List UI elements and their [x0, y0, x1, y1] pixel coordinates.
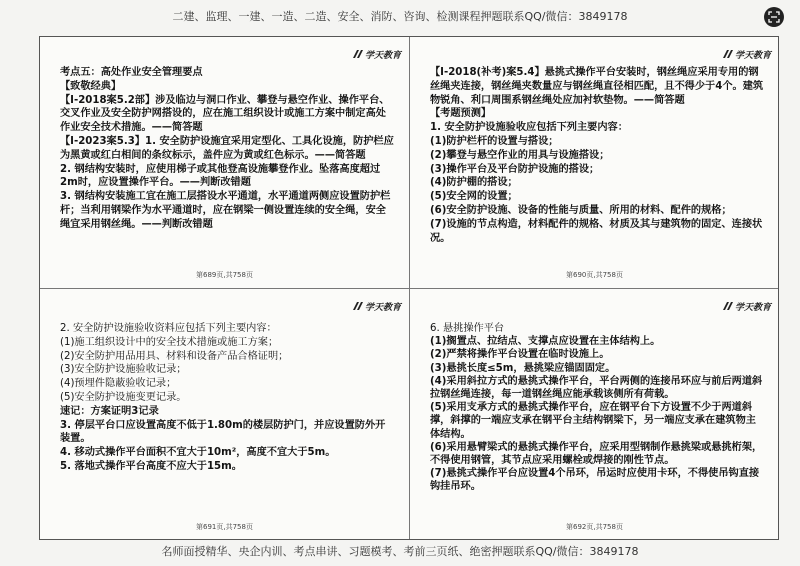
list-heading: 2. 安全防护设施验收资料应包括下列主要内容： [60, 323, 277, 334]
list-item: (5)安全网的设置； [430, 191, 518, 203]
page-panel-689 [40, 37, 409, 288]
page-number: 第692页,共758页 [566, 523, 623, 531]
list-heading: 1. 安全防护设施验收应包括下列主要内容： [430, 122, 628, 134]
subheading: 【考题预测】 [430, 108, 492, 120]
list-item: (6)安全防护设施、设备的性能与质量、所用的材料、配件的规格； [430, 204, 732, 216]
paragraph: 4. 移动式操作平台面积不宜大于10m²，高度不宜大于5m。 [60, 447, 336, 459]
page-number: 第691页,共758页 [196, 523, 253, 531]
paragraph: 3. 停层平台口应设置高度不低于1.80m的楼层防护门，并应设置防外开装置。 [60, 419, 386, 445]
list-item: (1)防护栏杆的设置与搭设； [430, 135, 559, 147]
list-item: (5)安全防护设施变更记录。 [60, 391, 187, 403]
list-item: (1)施工组织设计中的安全技术措施或施工方案； [60, 336, 279, 348]
section-heading: 6. 悬挑操作平台 [430, 323, 505, 334]
list-item: (2)严禁将操作平台设置在临时设施上。 [430, 349, 610, 361]
page-number: 第690页,共758页 [566, 271, 623, 279]
paragraph: 【Ⅰ-2023案5.3】1. 安全防护设施宜采用定型化、工具化设施，防护栏应为黑黄或红白相间的条纹标示，盖件应为黄或红色标示。——简答题 [60, 135, 394, 161]
list-item: (4)防护棚的搭设； [430, 177, 518, 189]
bottom-banner [0, 540, 800, 564]
brand-logo: 学天教育 [723, 300, 771, 313]
list-item: (7)设施的节点构造，材料配件的规格、材质及其与建筑物的固定、连接状况。 [430, 218, 763, 244]
page-number: 第689页,共758页 [196, 271, 253, 279]
memo-line: 速记：方案证明3记录 [60, 405, 159, 417]
bottom-banner-text: 名师面授精华、央企内训、考点串讲、习题模考、考前三页纸、绝密押题联系QQ/微信：3849178 [161, 545, 639, 558]
list-item: (2)攀登与悬空作业的用具与设施搭设； [430, 149, 610, 161]
top-banner-text: 二建、监理、一建、一造、二造、安全、消防、咨询、检测课程押题联系QQ/微信：3849178 [172, 10, 628, 23]
list-item: (1)搁置点、拉结点、支撑点应设置在主体结构上。 [430, 336, 661, 348]
brand-logo: 学天教育 [353, 48, 401, 61]
list-item: (3)操作平台及平台防护设施的搭设； [430, 163, 600, 175]
list-item: (3)悬挑长度≤5m，悬挑梁应锚固固定。 [430, 362, 616, 374]
paragraph: 3. 钢结构安装施工宜在施工层搭设水平通道，水平通道两侧应设置防护栏杆；当利用钢梁作为水平通道时，应在钢梁一侧设置连续的安全绳，安全绳宜采用钢丝绳。——判断改错题 [60, 191, 391, 230]
section-heading: 考点五：高处作业安全管理要点 [60, 67, 203, 78]
list-item: (5)采用支承方式的悬挑式操作平台，应在钢平台下方设置不少于两道斜撑，斜撑的一端应支承在钢平台主结构钢梁下，另一端应支承在建筑物主体结构。 [430, 402, 756, 440]
brand-logo-icon [723, 302, 733, 311]
page-panel-692 [410, 289, 779, 540]
brand-logo-icon [353, 302, 363, 311]
paragraph: 【Ⅰ-2018案5.2部】涉及临边与洞口作业、攀登与悬空作业、操作平台、交叉作业及安全防护网搭设的，应在施工组织设计或施工方案中制定高处作业安全技术措施。——简答题 [60, 94, 390, 134]
list-item: (3)安全防护设施验收记录； [60, 364, 187, 376]
brand-logo: 学天教育 [353, 300, 401, 313]
list-item: (7)悬挑式操作平台应设置4个吊环，吊运时应使用卡环，不得使吊钩直接钩挂吊环。 [430, 468, 760, 493]
brand-logo-icon [353, 50, 363, 59]
page-panel-691 [40, 289, 409, 540]
brand-logo-icon [723, 50, 733, 59]
paragraph: 【Ⅰ-2018(补考)案5.4】悬挑式操作平台安装时，钢丝绳应采用专用的钢丝绳夹连接，钢丝绳夹数量应与钢丝绳直径相匹配，且不得少于4个。建筑物锐角、利口周围系钢丝绳处应加衬软垫物。——简答题 [430, 67, 764, 106]
paragraph: 5. 落地式操作平台高度不应大于15m。 [60, 460, 242, 472]
top-banner [0, 0, 800, 34]
document-sheet [39, 36, 779, 540]
list-item: (6)采用悬臂梁式的悬挑式操作平台，应采用型钢制作悬挑梁或悬挑桁架，不得使用钢管，其节点应采用螺栓或焊接的刚性节点。 [430, 441, 763, 467]
brand-logo: 学天教育 [723, 48, 771, 61]
list-item: (2)安全防护用品用具、材料和设备产品合格证明； [60, 350, 289, 362]
subheading: 【致敬经典】 [60, 80, 122, 92]
paragraph: 2. 钢结构安装时，应使用梯子或其他登高设施攀登作业。坠落高度超过2m时，应设置操作平台。——判断改错题 [60, 163, 381, 189]
page-panel-690 [410, 37, 779, 288]
list-item: (4)采用斜拉方式的悬挑式操作平台，平台两侧的连接吊环应与前后两道斜拉钢丝绳连接，每一道钢丝绳应能承载该侧所有荷载。 [430, 375, 763, 401]
list-item: (4)预埋件隐蔽验收记录； [60, 378, 177, 390]
scan-icon[interactable] [764, 7, 784, 27]
